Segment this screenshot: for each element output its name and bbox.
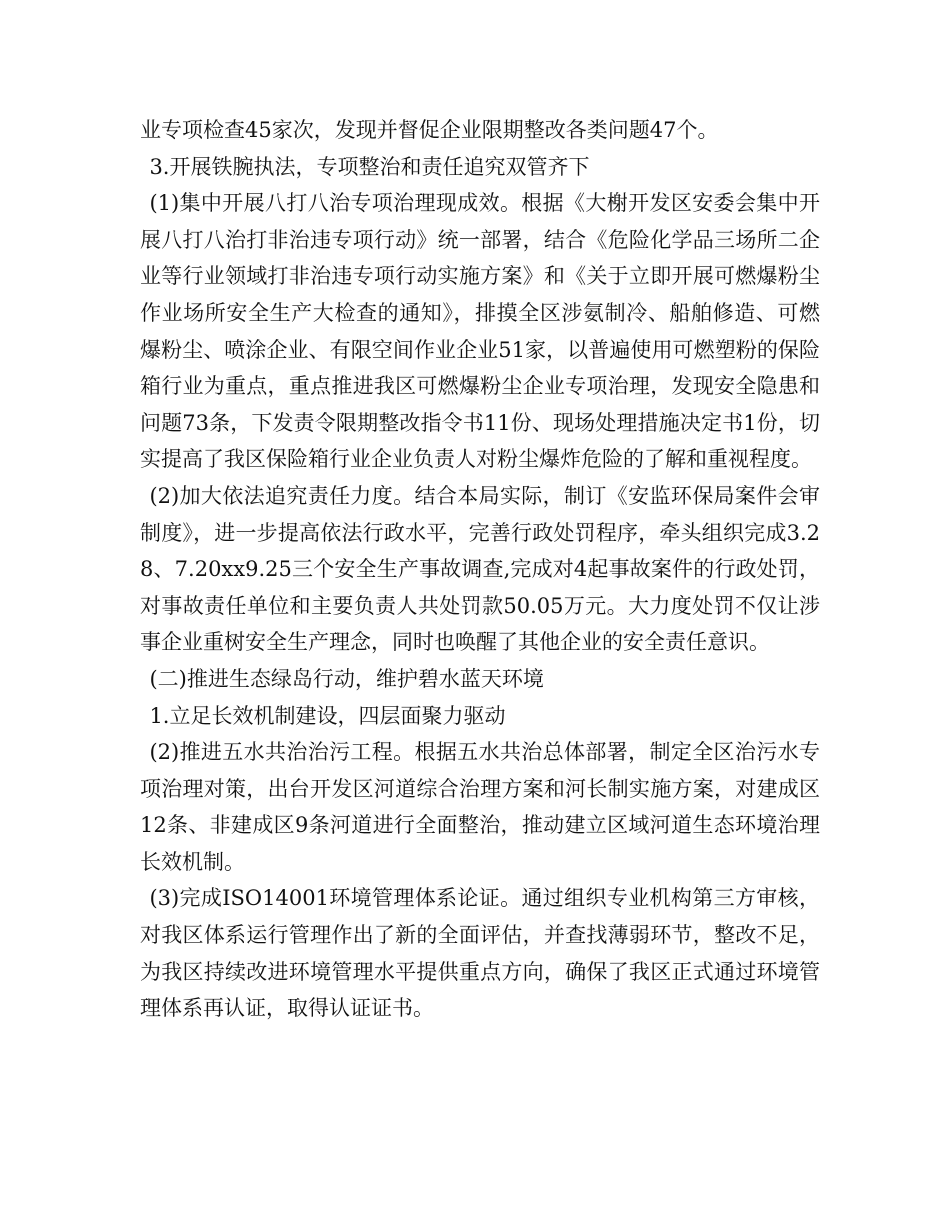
paragraph-item-2: (2)加大依法追究责任力度。结合本局实际，制订《安监环保局案件会审制度》，进一步提高依法行政水平，完善行政处罚程序，牵头组织完成3.28、7.20xx9.25三个安全生产事故调查,完成对4起事故案件的行政处罚，对事故责任单位和主要负责人共处罚款50.05万元。大力度处罚不仅让涉事企业重树安全生产理念，同时也唤醒了其他企业的安全责任意识。	[140, 483, 820, 655]
section-heading-3: 3.开展铁腕执法，专项整治和责任追究双管齐下	[149, 154, 590, 179]
paragraph-item-1: (1)集中开展八打八治专项治理现成效。根据《大榭开发区安委会集中开展八打八治打非治违专项行动》统一部署，结合《危险化学品三场所二企业等行业领域打非治违专项行动实施方案》和《关于立即开展可燃爆粉尘作业场所安全生产大检查的通知》，排摸全区涉氨制冷、船舶修造、可燃爆粉尘、喷涂企业、有限空间作业企业51家，以普遍使用可燃塑粉的保险箱行业为重点，重点推进我区可燃爆粉尘企业专项治理，发现安全隐患和问题73条，下发责令限期整改指令书11份、现场处理措施决定书1份，切实提高了我区保险箱行业企业负责人对粉尘爆炸危险的了解和重视程度。	[140, 191, 820, 472]
subsection-heading-1: 1.立足长效机制建设，四层面聚力驱动	[149, 703, 506, 728]
document-body	[140, 112, 820, 1027]
paragraph-item-2b: (2)推进五水共治治污工程。根据五水共治总体部署，制定全区治污水专项治理对策，出台开发区河道综合治理方案和河长制实施方案，对建成区12条、非建成区9条河道进行全面整治，推动建立区域河道生态环境治理长效机制。	[140, 740, 820, 874]
section-heading-2: (二)推进生态绿岛行动，维护碧水蓝天环境	[149, 666, 544, 691]
paragraph-continuation: 业专项检查45家次，发现并督促企业限期整改各类问题47个。	[140, 118, 719, 142]
paragraph-item-3: (3)完成ISO14001环境管理体系论证。通过组织专业机构第三方审核，对我区体系运行管理作出了新的全面评估，并查找薄弱环节，整改不足，为我区持续改进环境管理水平提供重点方向，确保了我区正式通过环境管理体系再认证，取得认证证书。	[140, 886, 820, 1021]
